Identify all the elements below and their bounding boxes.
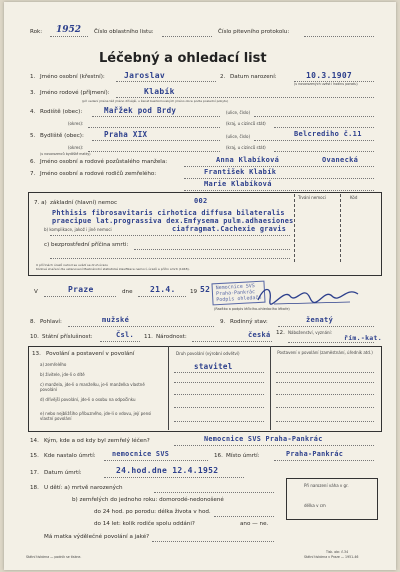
druh-povolani-value: stavitel bbox=[194, 362, 233, 371]
bydliste-note: (u novorozenců bydliště matky) bbox=[40, 152, 91, 156]
pitevni-protokol-label: Číslo pitevního protokolu: bbox=[218, 29, 290, 35]
field-2-num: 2. bbox=[220, 74, 226, 80]
delka-label: délka v cm bbox=[304, 503, 326, 508]
field-13-num: 13. bbox=[32, 351, 41, 357]
datum-narozeni-label: Datum narození: bbox=[230, 74, 277, 80]
pozustaly-manzel-label: Jméno osobní a rodové pozůstalého manžela: bbox=[40, 159, 168, 165]
datum-umrti-value: 24.hod.dne 12.4.1952 bbox=[116, 466, 219, 475]
place-date: 21.4. bbox=[150, 285, 176, 294]
occupation-item-b: b) živitele, jde-li o dítě bbox=[40, 372, 85, 377]
narodnost-value: česká bbox=[248, 331, 271, 339]
rodiste-label: Rodiště (obec): bbox=[40, 109, 83, 115]
field-14-num: 14. bbox=[30, 438, 39, 444]
death-certificate-page bbox=[4, 2, 396, 570]
diagnosis-code-value: 002 bbox=[194, 197, 208, 205]
field-5-num: 5. bbox=[30, 133, 36, 139]
rok-value: 1952 bbox=[56, 25, 82, 35]
diagnosis-line-1: Phthisis fibrosavitaris cirhotica diffusa bilateralis bbox=[52, 209, 285, 217]
doctor-signature bbox=[254, 282, 364, 308]
datum-narozeni-value: 10.3.1907 bbox=[306, 71, 353, 80]
datum-narozeni-note: (u novorozených uvést i hodinu porodu) bbox=[294, 82, 358, 86]
kym-lecen-value: Nemocnice SVS Praha-Pankrác bbox=[204, 435, 323, 443]
jmeno-rodove-note: (při vedení jména též jméno dřívější, u ženat bezdomovských jméno obce podle poslední pobytu) bbox=[82, 99, 229, 103]
field-11-num: 11. bbox=[144, 334, 153, 340]
diagnosis-line-2: praecipue lat.prograssiva dex.Emfysema pulm.adhaesiones bbox=[52, 217, 294, 225]
kde-umrti-value: nemocnice SVS bbox=[112, 450, 170, 458]
diagnosis-label: základní (hlavní) nemoc bbox=[50, 200, 118, 206]
field-6-num: 6. bbox=[30, 159, 36, 165]
place-city: Praze bbox=[68, 285, 94, 294]
misto-umrti-value: Praha-Pankrác bbox=[286, 450, 344, 458]
occupation-item-e: e) nebo nejbližšího příbuzného, jde-li o vdovu, její pensi vlastní povolání bbox=[40, 411, 152, 421]
postaveni-header: Postavení v povolání (zaměstnání, úředník atd.) bbox=[277, 350, 373, 355]
stamp-line-1: Nemocnice SVS bbox=[215, 283, 255, 292]
stamp-line-2: Praha-Pankrác bbox=[215, 289, 256, 298]
bydliste-okres-label: (okres): bbox=[68, 145, 84, 150]
deti-do-14-let: do 14 let: kolik rodiče spolu oddáni? bbox=[94, 521, 195, 527]
pozustaly-manzel-rodne: Ovanecká bbox=[322, 156, 359, 164]
bydliste-ulice-value: Belcrediho č.11 bbox=[294, 130, 362, 138]
rodice-matka-value: Marie Klabíková bbox=[204, 180, 272, 188]
nabozenstvi-value: řím.-kat. bbox=[344, 334, 382, 342]
occupation-item-c: c) manžela, jde-li o manželku, je-li manželka vlastně povolání bbox=[40, 382, 145, 392]
bydliste-label: Bydliště (obec): bbox=[40, 133, 84, 139]
trvani-nemoci-label: Trvání nemoci bbox=[298, 195, 326, 200]
footer-right-2: Státní tiskárna v Praze — 1951-46 bbox=[304, 555, 359, 559]
field-9-num: 9. bbox=[220, 319, 226, 325]
rodiste-ulice-label: (ulice, číslo) bbox=[226, 110, 251, 115]
occupation-title: Povolání a postavení v povolání bbox=[46, 351, 135, 357]
field-15-num: 15. bbox=[30, 453, 39, 459]
diagnosis-note-1: U příčinách úrazů nehod se uvádí se druh úrazu bbox=[36, 263, 108, 267]
bydliste-ulice-label: (ulice, číslo) bbox=[226, 134, 251, 139]
rodiste-kraj-label: (kraj, u cizinců stát) bbox=[226, 121, 266, 126]
datum-umrti-label: Datum úmrtí: bbox=[44, 470, 82, 476]
diagnosis-line-3: ciafragmat.Cachexie gravis bbox=[172, 225, 287, 233]
jmeno-osobni-label: Jméno osobní (křestní): bbox=[40, 74, 105, 80]
rodiste-value: Mařžek pod Brdy bbox=[104, 106, 177, 115]
bydliste-kraj-label: (kraj, u cizinců stát) bbox=[226, 145, 266, 150]
deti-zemrele-do-roku: b) zemřelých do jednoho roku: domorodé-nedonošené bbox=[72, 497, 224, 503]
field-12-num: 12. bbox=[276, 330, 285, 336]
footer-right-1: Tisk. obr. č.34 bbox=[326, 550, 349, 554]
stamp-line-3: Podpis ohledače bbox=[216, 294, 262, 304]
field-17-num: 17. bbox=[30, 470, 39, 476]
matka-povolani-label: Má matka výdělečné povolání a jaké? bbox=[44, 534, 150, 540]
jmeno-rodove-value: Klabík bbox=[144, 87, 175, 96]
pohlavi-label: Pohlaví: bbox=[40, 319, 62, 325]
field-18-num: 18. bbox=[30, 485, 39, 491]
statni-prislusnost-label: Státní příslušnost: bbox=[42, 334, 93, 340]
bezprostredni-pricina-label: c) bezprostřední příčina smrti: bbox=[44, 242, 129, 248]
druh-povolani-header: Druh povolání (výrobní odvětví) bbox=[176, 351, 240, 356]
document-title: Léčebný a ohledací list bbox=[99, 51, 267, 66]
deti-ano-ne: ano — ne. bbox=[240, 521, 269, 527]
diagnosis-num: 7. a) bbox=[34, 200, 47, 206]
jmeno-osobni-value: Jaroslav bbox=[124, 71, 165, 80]
field-3-num: 3. bbox=[30, 90, 36, 96]
diagnosis-note-2: Kódové značení dle ustanovení Mezinárodní statistické klasifikace nemocí, úrazů a příčin smrti (1948). bbox=[36, 267, 190, 271]
place-year-prefix: 19 bbox=[190, 289, 198, 295]
komplikace-label: b) komplikace, jakož i jiné nemoci bbox=[44, 227, 112, 232]
deti-do-24-hod: do 24 hod. po porodu: délka života v hod. bbox=[94, 509, 211, 515]
occupation-item-a: a) zemřelého bbox=[40, 362, 67, 367]
misto-umrti-label: Místo úmrtí: bbox=[226, 453, 260, 459]
jmeno-rodove-label: Jméno rodové (příjmení): bbox=[40, 90, 110, 96]
place-year: 52 bbox=[200, 285, 211, 294]
pohlavi-value: mužské bbox=[102, 316, 130, 324]
vaha-label: Při narození váha v gr. bbox=[304, 483, 349, 488]
kym-lecen-label: Kým, kde a od kdy byl zemřelý léčen? bbox=[44, 438, 150, 444]
narodnost-label: Národnost: bbox=[156, 334, 187, 340]
place-prefix: V bbox=[34, 289, 38, 295]
nabozenstvi-label: Náboženství, vyznání: bbox=[288, 330, 333, 335]
oblastni-list-label: Číslo oblastního listu: bbox=[94, 29, 154, 35]
bydliste-value: Praha XIX bbox=[104, 130, 148, 139]
footer-left: Státní tiskárna — podnik se tiskne. bbox=[26, 555, 82, 559]
field-7-num: 7. bbox=[30, 171, 36, 177]
rodiste-okres-label: (okres): bbox=[68, 121, 84, 126]
kde-umrti-label: Kde nastalo úmrtí: bbox=[44, 453, 96, 459]
rodinny-stav-label: Rodinný stav: bbox=[230, 319, 268, 325]
diagnosis-side-columns bbox=[294, 194, 379, 262]
pozustaly-manzel-value: Anna Klabíková bbox=[216, 156, 280, 164]
rodinny-stav-value: ženatý bbox=[306, 316, 334, 324]
field-4-num: 4. bbox=[30, 109, 36, 115]
field-10-num: 10. bbox=[30, 334, 39, 340]
kod-label: Kód bbox=[350, 195, 358, 200]
field-8-num: 8. bbox=[30, 319, 36, 325]
place-dne-label: dne bbox=[122, 289, 133, 295]
field-1-num: 1. bbox=[30, 74, 36, 80]
rok-label: Rok: bbox=[30, 29, 43, 35]
field-16-num: 16. bbox=[214, 453, 223, 459]
rodice-label: Jméno osobní a rodové rodičů zemřelého: bbox=[40, 171, 157, 177]
occupation-item-d: d) dřívější povolání, jde-li o osobu na odpočinku bbox=[40, 397, 136, 402]
deti-mrtve-narozene: U dětí: a) mrtvě narozených bbox=[44, 485, 123, 491]
signature-caption: (Razítko a podpis léčícího-ohledacího lékaře) bbox=[214, 307, 290, 311]
statni-prislusnost-value: Čsl. bbox=[116, 331, 135, 339]
rodice-otec-value: František Klabík bbox=[204, 168, 277, 176]
